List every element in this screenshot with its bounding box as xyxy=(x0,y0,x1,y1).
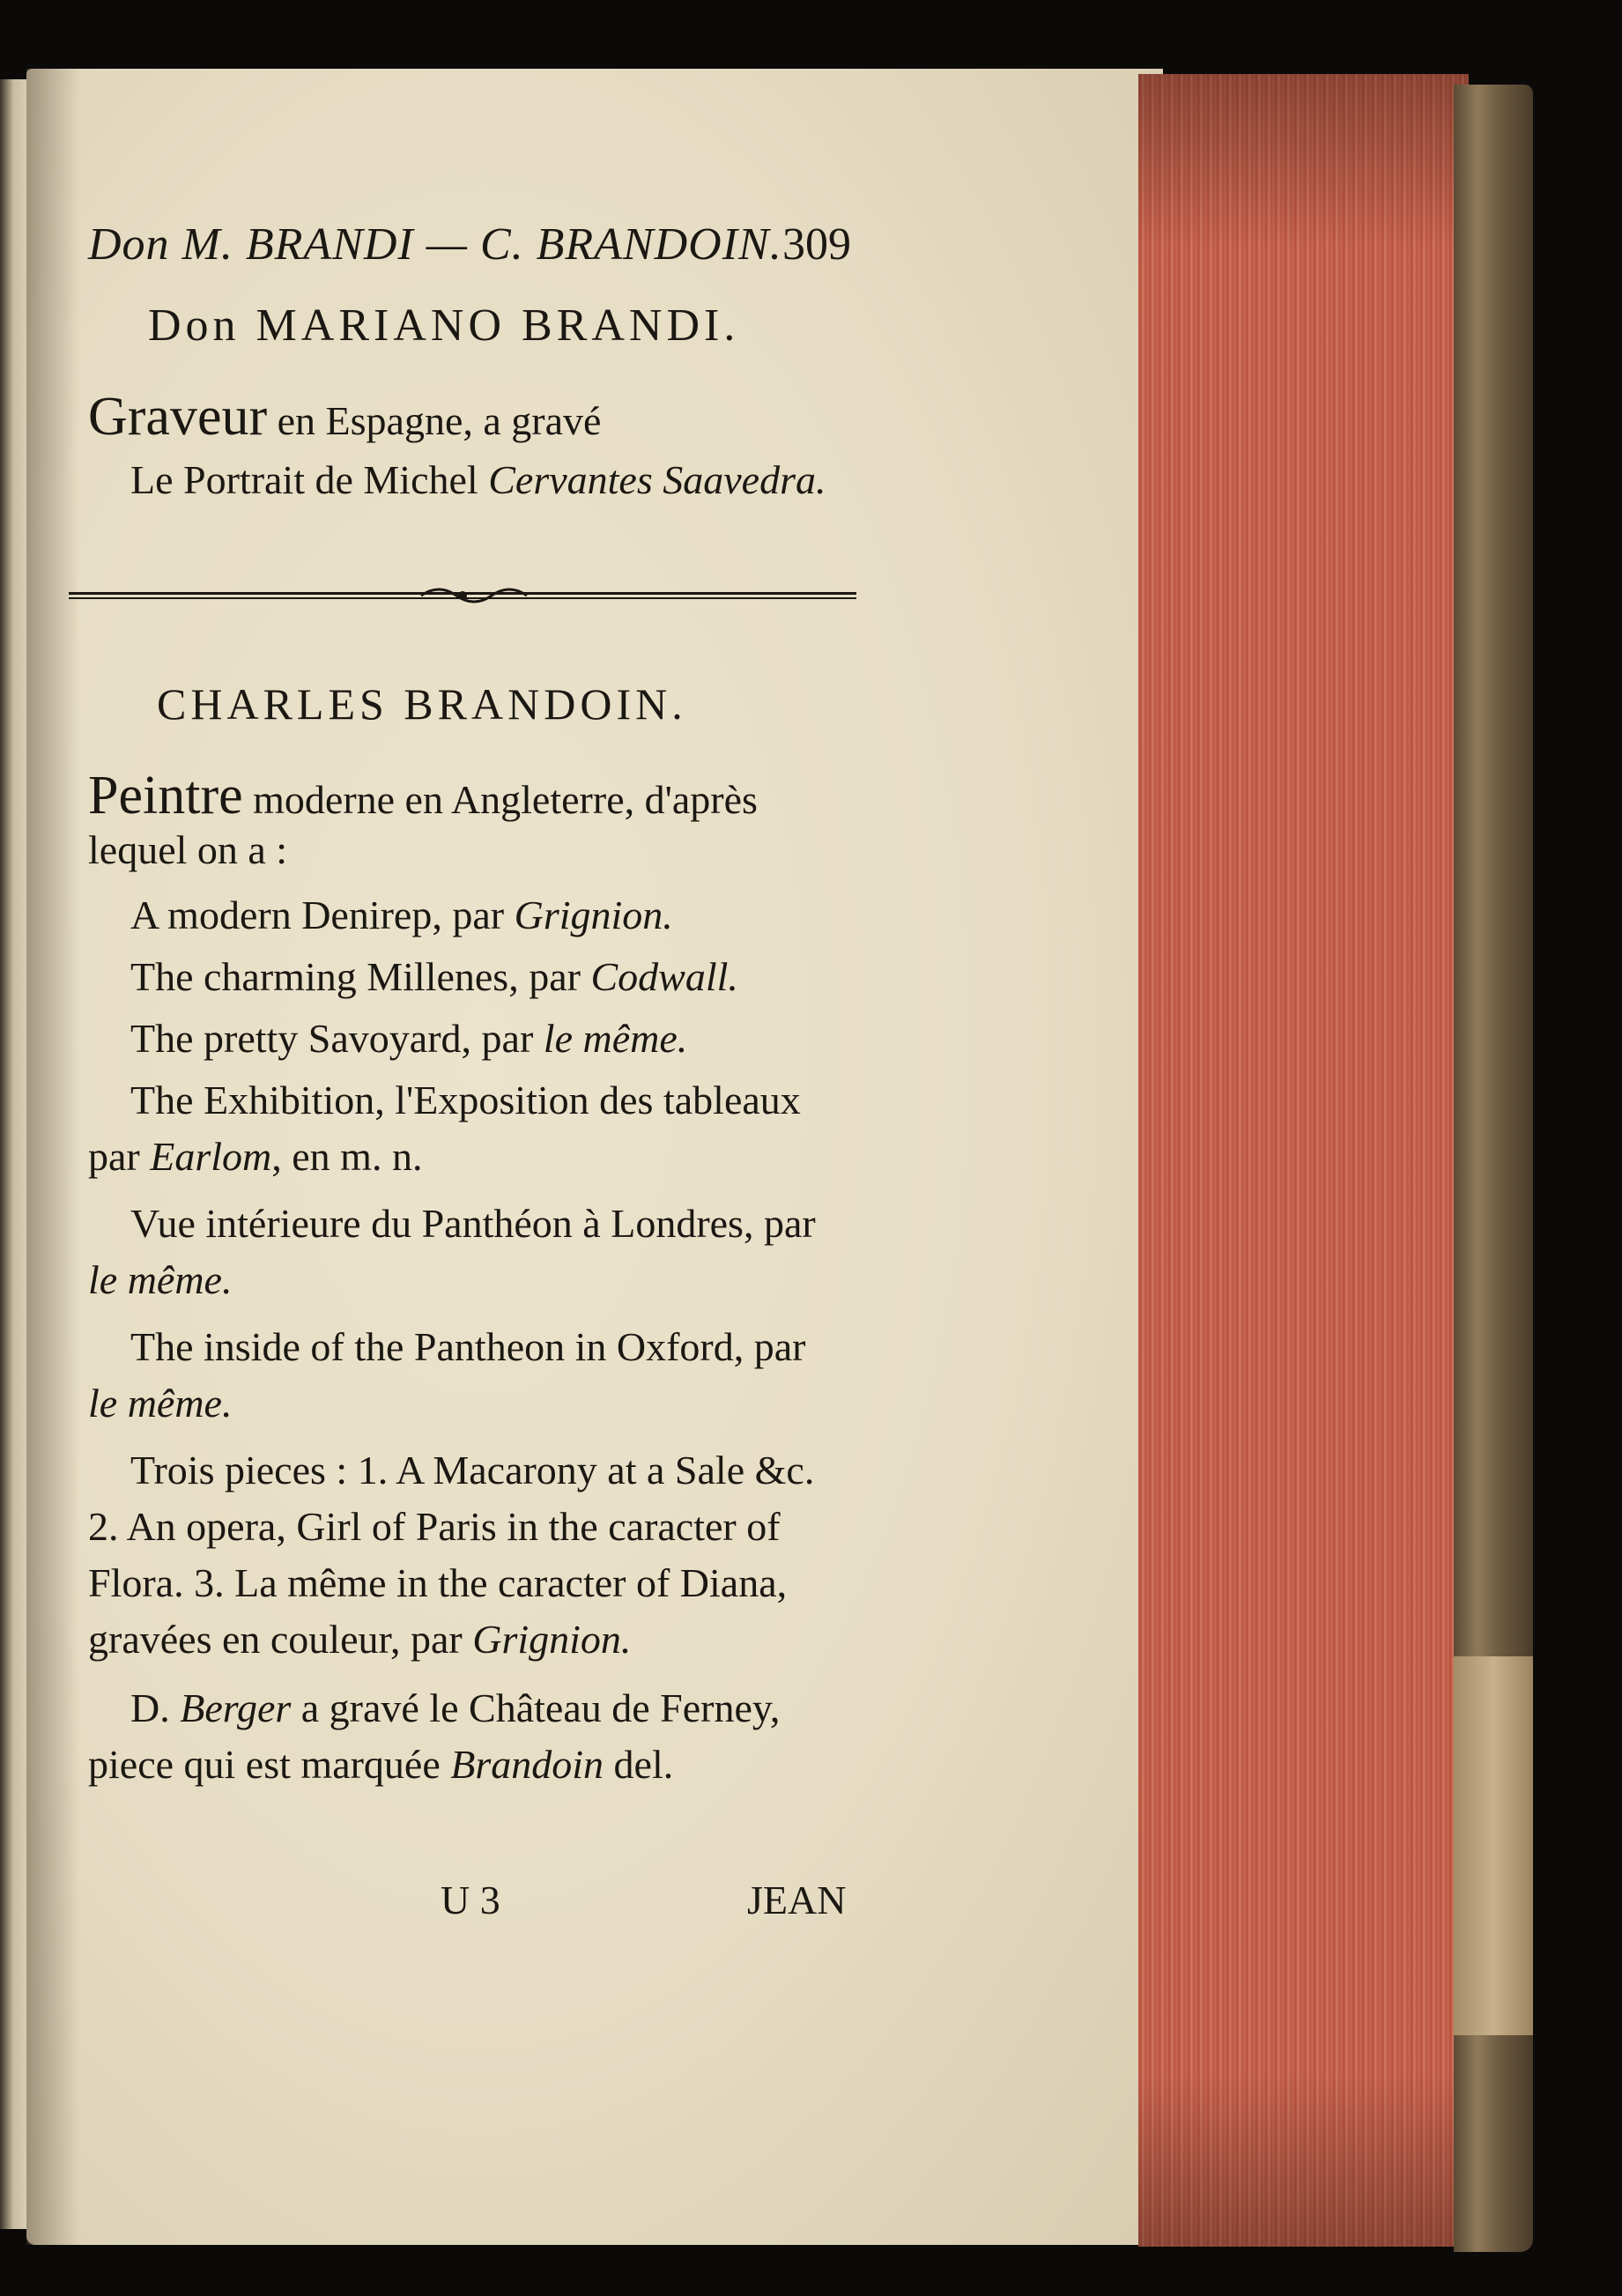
work-item: A modern Denirep, par Grignion. xyxy=(130,892,673,937)
note-line: piece qui est marquée Brandoin del. xyxy=(88,1742,674,1787)
page-block-shading xyxy=(1138,74,1469,2247)
work-item-line: gravées en couleur, par Grignion. xyxy=(88,1617,632,1662)
running-title: Don M. BRANDI — C. BRANDOIN. xyxy=(88,219,782,270)
work-item: The charming Millenes, par Codwall. xyxy=(130,954,738,999)
work-item-line: 2. An opera, Girl of Paris in the caracter of xyxy=(88,1504,781,1549)
catchword: JEAN xyxy=(747,1878,847,1922)
page-gutter-shadow xyxy=(26,69,79,2245)
entry-heading-brandi: Don MARIANO BRANDI. xyxy=(148,300,740,351)
cover-worn-band xyxy=(1454,1656,1533,2035)
ornamental-rule xyxy=(69,583,856,610)
running-head xyxy=(88,218,782,270)
entry-description-line2: lequel on a : xyxy=(88,827,288,872)
entry-work-brandi: Le Portrait de Michel Cervantes Saavedra. xyxy=(130,457,826,502)
work-item-line: The inside of the Pantheon in Oxford, par xyxy=(130,1324,806,1369)
entry-description-brandoin: Peintre moderne en Angleterre, d'après xyxy=(88,766,758,826)
note-line: D. Berger a gravé le Château de Ferney, xyxy=(130,1685,781,1730)
work-item-line: The Exhibition, l'Exposition des tableaux xyxy=(130,1078,801,1122)
work-item-line: Trois pieces : 1. A Macarony at a Sale &c. xyxy=(130,1448,815,1492)
lead-word-peintre: Peintre xyxy=(88,766,243,826)
entry-description-brandi: Graveur en Espagne, a gravé xyxy=(88,387,602,447)
work-item-line: Flora. 3. La même in the caracter of Diana, xyxy=(88,1560,788,1605)
work-item: The pretty Savoyard, par le même. xyxy=(130,1016,688,1061)
entry-heading-brandoin: CHARLES BRANDOIN. xyxy=(157,679,687,729)
work-item-line: Vue intérieure du Panthéon à Londres, par xyxy=(130,1201,816,1246)
lead-word-graveur: Graveur xyxy=(88,387,268,447)
work-item-line: le même. xyxy=(88,1257,233,1302)
work-item-line: par Earlom, en m. n. xyxy=(88,1134,423,1179)
work-item-line: le même. xyxy=(88,1381,233,1426)
signature-mark: U 3 xyxy=(441,1878,500,1922)
page-number: 309 xyxy=(782,219,851,270)
